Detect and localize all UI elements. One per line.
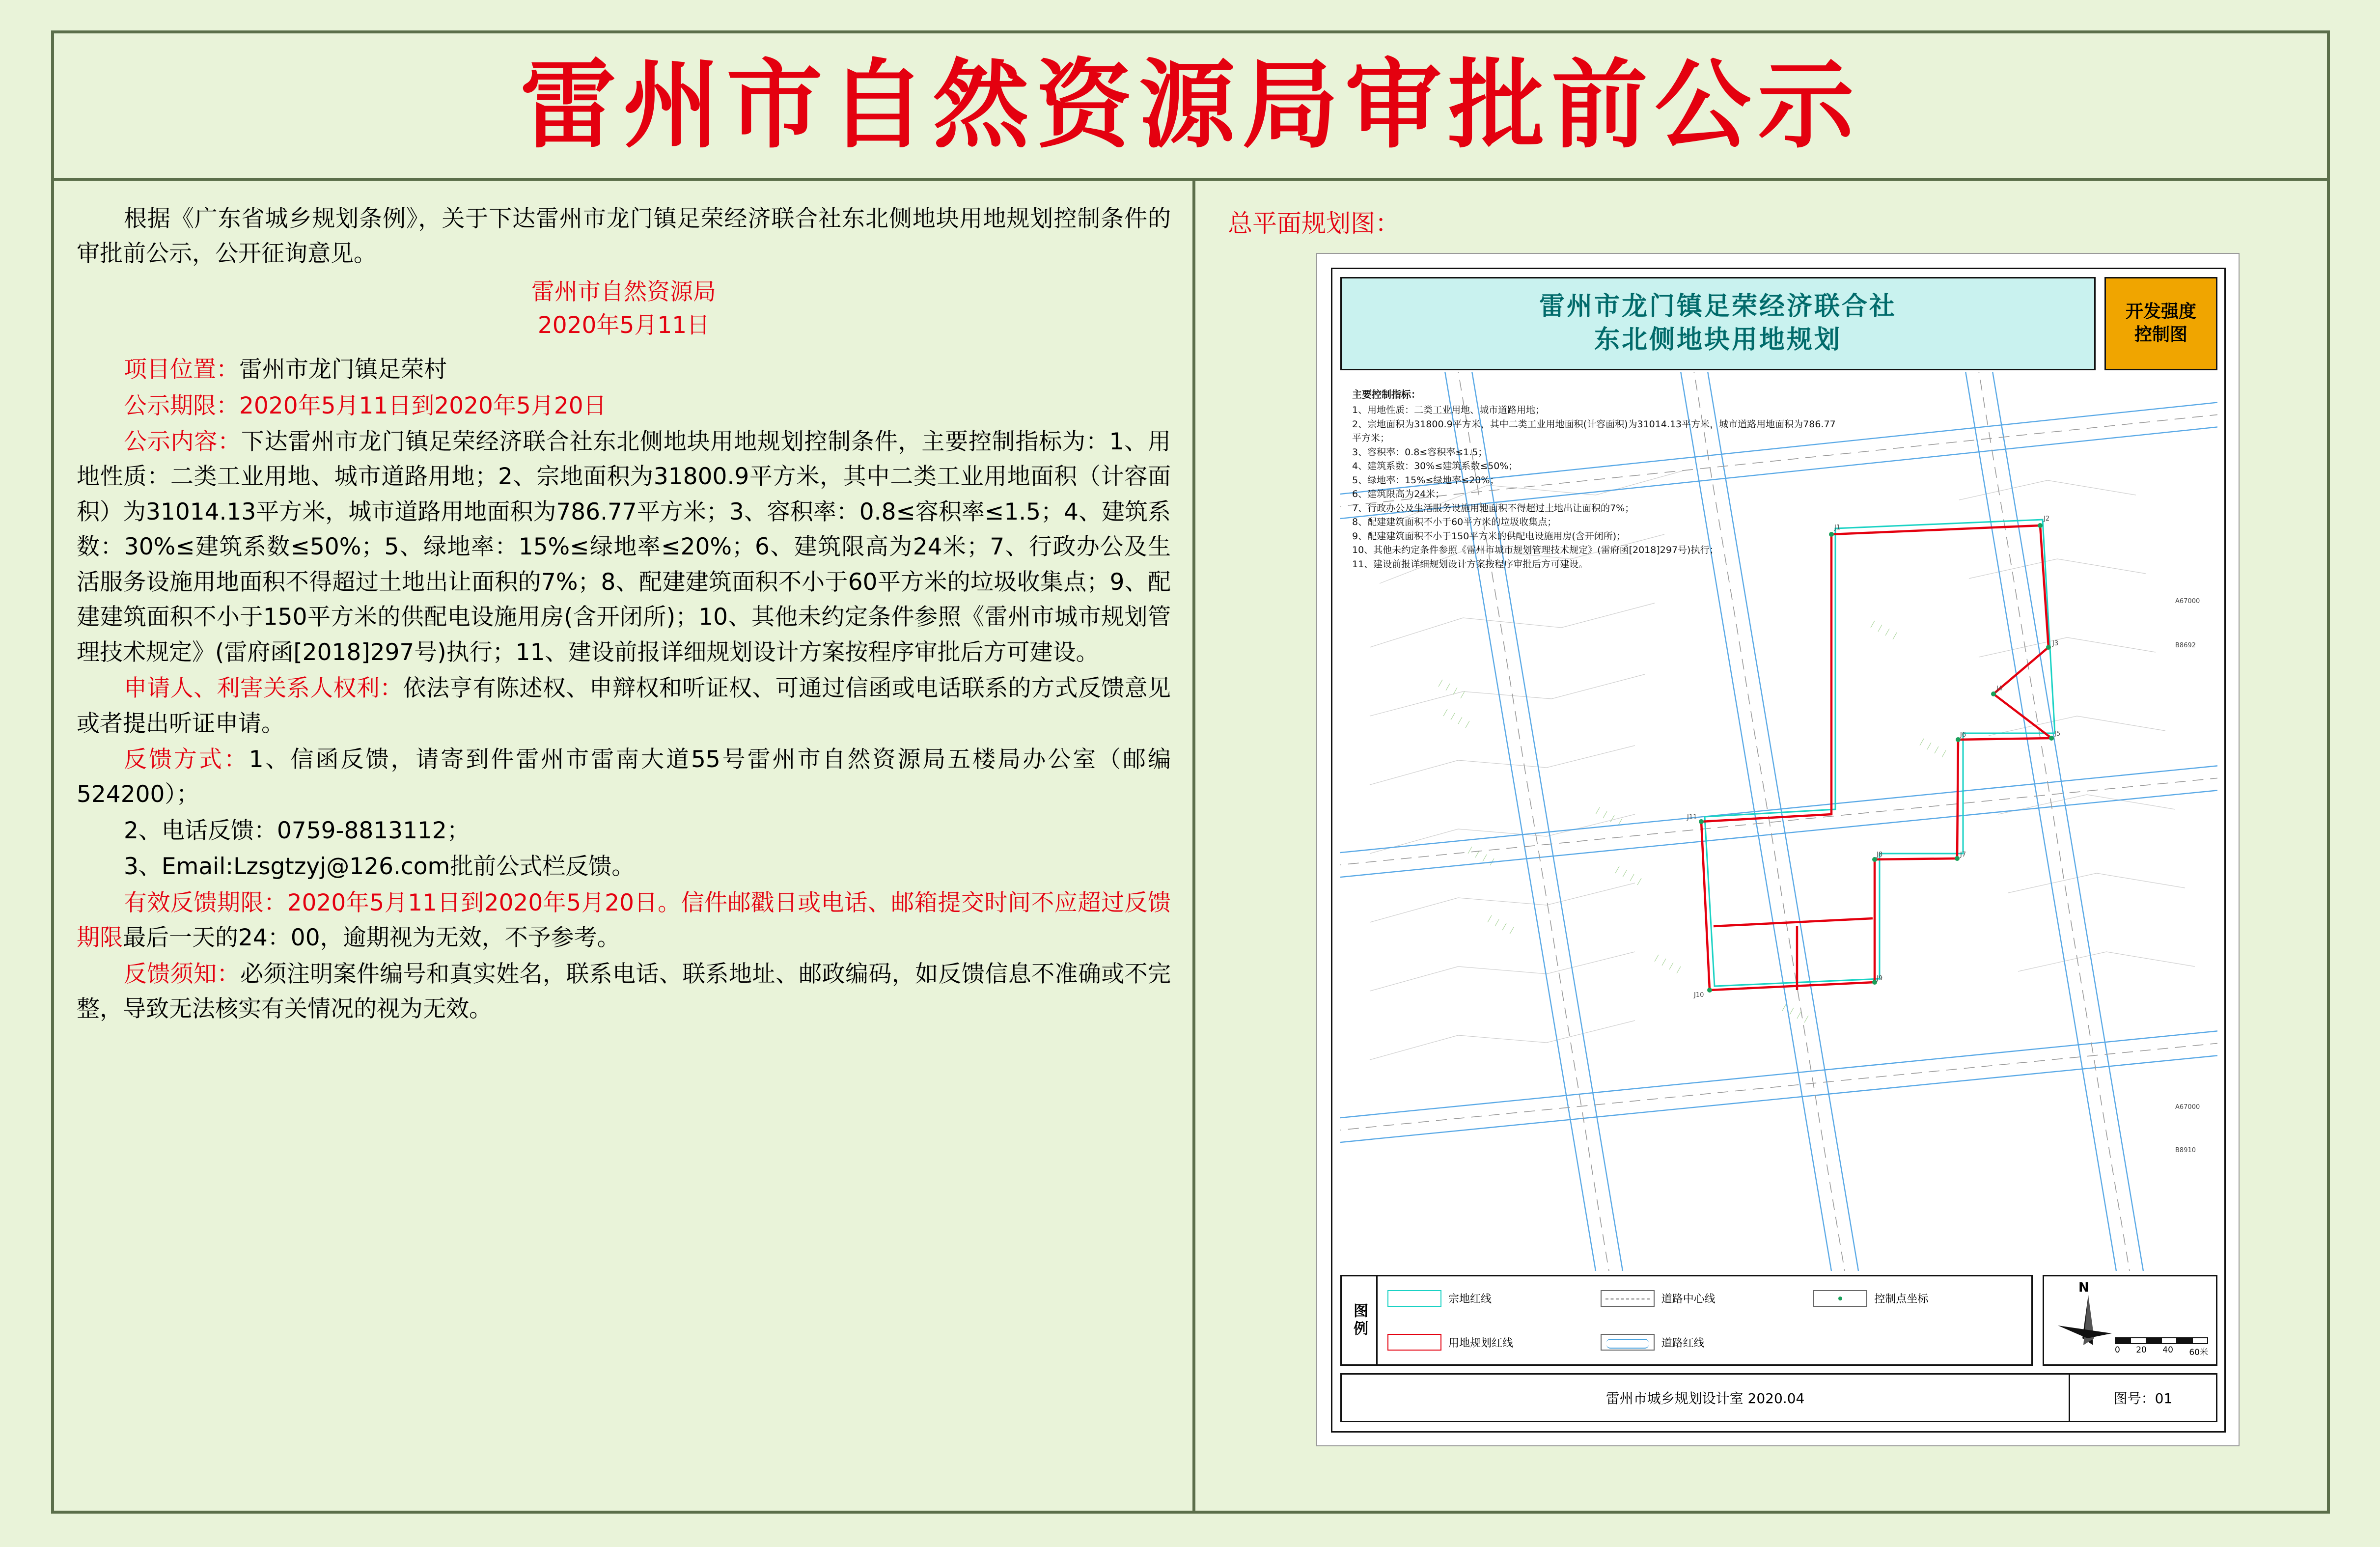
issuer-name: 雷州市自然资源局 bbox=[531, 278, 716, 305]
label-period: 公示期限： bbox=[124, 392, 239, 419]
value-feedback-mail: 1、信函反馈，请寄到件雷州市雷南大道55号雷州市自然资源局五楼局办公室（邮编524200）； bbox=[77, 746, 1171, 808]
plan-section-label: 总平面规划图： bbox=[1228, 209, 1400, 238]
svg-text:B8910: B8910 bbox=[2175, 1147, 2196, 1154]
svg-text:J7: J7 bbox=[1960, 851, 1966, 858]
value-content: 下达雷州市龙门镇足荣经济联合社东北侧地块用地规划控制条件，主要控制指标为：1、用地性质：二类工业用地、城市道路用地；2、宗地面积为31800.9平方米，其中二类工业用地面积（计容面积）为31014.13平方米，城市道路用地面积为786.77平方米；3、容积率：0.8≤容积率≤1.5；4、建筑系数：30%≤建筑系数≤50%；5、绿地率：15%≤绿地率≤20%；6、建筑限高为24米；7、行政办公及生活服务设施用地面积不得超过土地出让面积的7%；8、配建建筑面积不小于60平方米的垃圾收集点；9、配建建筑面积不小于150平方米的供配电设施用房(含开闭所)；10、其他未约定条件参照《雷州市城市规划管理技术规定》(雷府函[2018]297号)执行；11、建设前报详细规划设计方案按程序审批后方可建设。 bbox=[77, 428, 1171, 666]
plan-note: 8、配建建筑面积不小于60平方米的垃圾收集点； bbox=[1352, 517, 1557, 527]
notice-intro: 根据《广东省城乡规划条例》，关于下达雷州市龙门镇足荣经济联合社东北侧地块用地规划控制条件的审批前公示，公开征询意见。 bbox=[77, 205, 1171, 268]
label-rights: 申请人、利害关系人权利： bbox=[124, 675, 403, 702]
plan-sheet bbox=[1316, 253, 2240, 1446]
svg-text:A67000: A67000 bbox=[2175, 598, 2200, 605]
plan-note: 11、建设前报详细规划设计方案按程序审批后方可建设。 bbox=[1352, 558, 1588, 570]
value-valid-period-tail: 最后一天的24：00，逾期视为无效，不予参考。 bbox=[123, 924, 620, 952]
svg-text:J4: J4 bbox=[1996, 685, 2003, 692]
scale-tick: 40 bbox=[2162, 1345, 2173, 1355]
plan-note: 2、宗地面积为31800.9平方米，其中二类工业用地面积(计容面积)为31014.13平方米，城市道路用地面积为786.77平方米； bbox=[1352, 418, 1836, 443]
legend-items bbox=[1378, 1276, 2031, 1364]
drawing-badge-line2: 控制图 bbox=[2134, 325, 2187, 345]
legend-item-road-redline bbox=[1601, 1334, 1809, 1351]
planning-redline-icon bbox=[1387, 1334, 1441, 1351]
notice-item-feedback-requirements bbox=[77, 957, 1171, 1027]
plan-note: 1、用地性质：二类工业用地、城市道路用地； bbox=[1352, 405, 1545, 415]
plan-drawing-column bbox=[1198, 187, 2328, 1513]
road-redline-icon bbox=[1601, 1334, 1655, 1351]
value-period: 2020年5月11日到2020年5月20日 bbox=[239, 392, 607, 419]
notice-item-rights bbox=[77, 671, 1171, 741]
title-bar bbox=[54, 33, 2327, 181]
compass-north-label: N bbox=[2078, 1280, 2089, 1295]
plan-notes-heading: 主要控制指标： bbox=[1352, 388, 1421, 400]
plan-note: 9、配建建筑面积不小于150平方米的供配电设施用房(含开闭所)； bbox=[1352, 530, 1626, 542]
footer-organization: 雷州市城乡规划设计室 2020.04 bbox=[1605, 1390, 1805, 1407]
svg-text:J11: J11 bbox=[1687, 814, 1697, 821]
legend-label: 控制点坐标 bbox=[1874, 1293, 1929, 1306]
value-feedback-phone: 2、电话反馈：0759-8813112； bbox=[124, 817, 470, 844]
plan-note: 4、建筑系数：30%≤建筑系数≤50%； bbox=[1352, 461, 1518, 471]
issue-date: 2020年5月11日 bbox=[537, 312, 710, 339]
notice-item-location bbox=[77, 352, 1171, 387]
legend-item-planning-redline bbox=[1387, 1334, 1596, 1351]
page-title: 雷州市自然资源局审批前公示 bbox=[520, 50, 1861, 162]
notice-item-content bbox=[77, 424, 1171, 670]
scale-tick: 60米 bbox=[2189, 1348, 2208, 1357]
drawing-title-line2: 东北侧地块用地规划 bbox=[1594, 325, 1842, 355]
legend-item-control-point bbox=[1813, 1290, 2021, 1307]
notice-item-valid-period bbox=[77, 885, 1171, 956]
svg-text:A67000: A67000 bbox=[2175, 1104, 2200, 1111]
legend-item-road-centerline bbox=[1601, 1290, 1809, 1307]
svg-text:J3: J3 bbox=[2052, 640, 2059, 647]
label-location: 项目位置： bbox=[124, 356, 239, 384]
plan-note: 3、容积率：0.8≤容积率≤1.5； bbox=[1352, 446, 1488, 458]
legend-label: 宗地红线 bbox=[1448, 1293, 1492, 1306]
value-location: 雷州市龙门镇足荣村 bbox=[239, 356, 447, 384]
notice-item-feedback-method bbox=[77, 742, 1171, 812]
notice-item-period bbox=[77, 388, 1171, 423]
notice-item-feedback-email bbox=[77, 849, 1171, 884]
scale-ticks bbox=[2115, 1345, 2208, 1357]
control-point-icon bbox=[1813, 1290, 1867, 1307]
legend-title: 图例 bbox=[1342, 1276, 1378, 1364]
value-feedback-requirements: 必须注明案件编号和真实姓名，联系电话、联系地址、邮政编码，如反馈信息不准确或不完整，导致无法核实有关情况的视为无效。 bbox=[77, 960, 1171, 1023]
notice-issuer bbox=[77, 276, 1171, 342]
svg-text:B8692: B8692 bbox=[2175, 642, 2196, 649]
notice-item-feedback-phone bbox=[77, 813, 1171, 848]
svg-text:J1: J1 bbox=[1834, 524, 1841, 531]
plan-sheet-inner bbox=[1331, 268, 2226, 1433]
value-feedback-email: 3、Email:Lzsgtzyj@126.com批前公式栏反馈。 bbox=[124, 853, 635, 881]
svg-text:J5: J5 bbox=[2054, 730, 2061, 738]
plan-note: 5、绿地率：15%≤绿地率≤20%； bbox=[1352, 474, 1499, 486]
svg-text:J8: J8 bbox=[1877, 851, 1883, 858]
footer-sheet-number: 图号：01 bbox=[2069, 1375, 2216, 1421]
drawing-title bbox=[1340, 277, 2096, 370]
svg-text:J6: J6 bbox=[1960, 731, 1966, 739]
drawing-badge bbox=[2104, 277, 2217, 370]
label-feedback-requirements: 反馈须知： bbox=[124, 960, 240, 988]
drawing-footer bbox=[1340, 1373, 2217, 1422]
svg-text:J9: J9 bbox=[1877, 975, 1883, 982]
notice-text-column bbox=[59, 187, 1189, 1513]
scale-bar-graphic bbox=[2115, 1337, 2208, 1344]
drawing-badge-line1: 开发强度 bbox=[2125, 302, 2196, 322]
scale-tick: 0 bbox=[2115, 1345, 2120, 1355]
legend-label: 道路中心线 bbox=[1661, 1293, 1716, 1306]
legend-box bbox=[1340, 1275, 2033, 1366]
plan-note: 10、其他未约定条件参照《雷州市城市规划管理技术规定》(雷府函[2018]297号)执行； bbox=[1352, 545, 1719, 555]
svg-text:J2: J2 bbox=[2044, 515, 2050, 523]
legend-label: 道路红线 bbox=[1661, 1337, 1705, 1350]
label-valid-period: 有效反馈期限： bbox=[124, 889, 287, 916]
parcel-line-icon bbox=[1387, 1290, 1441, 1307]
label-content: 公示内容： bbox=[124, 428, 241, 456]
plan-notes bbox=[1352, 387, 1843, 571]
legend-item-parcel-line bbox=[1387, 1290, 1596, 1307]
label-feedback-method: 反馈方式： bbox=[124, 746, 249, 773]
drawing-title-block bbox=[1340, 277, 2217, 370]
compass-and-scale-box bbox=[2043, 1275, 2217, 1366]
plan-note: 6、建筑限高为24米； bbox=[1352, 489, 1445, 499]
drawing-title-line1: 雷州市龙门镇足荣经济联合社 bbox=[1539, 292, 1897, 322]
scale-tick: 20 bbox=[2136, 1345, 2147, 1355]
scale-bar bbox=[2115, 1337, 2208, 1357]
legend-label: 用地规划红线 bbox=[1448, 1337, 1514, 1350]
road-centerline-icon bbox=[1601, 1290, 1655, 1307]
column-divider bbox=[1192, 181, 1195, 1514]
value-rights: 依法亨有陈述权、申辩权和听证权、可通过信函或电话联系的方式反馈意见或者提出听证申请。 bbox=[77, 675, 1171, 737]
svg-text:J10: J10 bbox=[1694, 992, 1704, 999]
value-valid-period: 2020年5月11日到2020年5月20日。信件邮戳日或电话、邮箱提交时间不应超过反馈期限 bbox=[77, 889, 1171, 952]
plan-note: 7、行政办公及生活服务设施用地面积不得超过土地出让面积的7%； bbox=[1352, 502, 1634, 514]
